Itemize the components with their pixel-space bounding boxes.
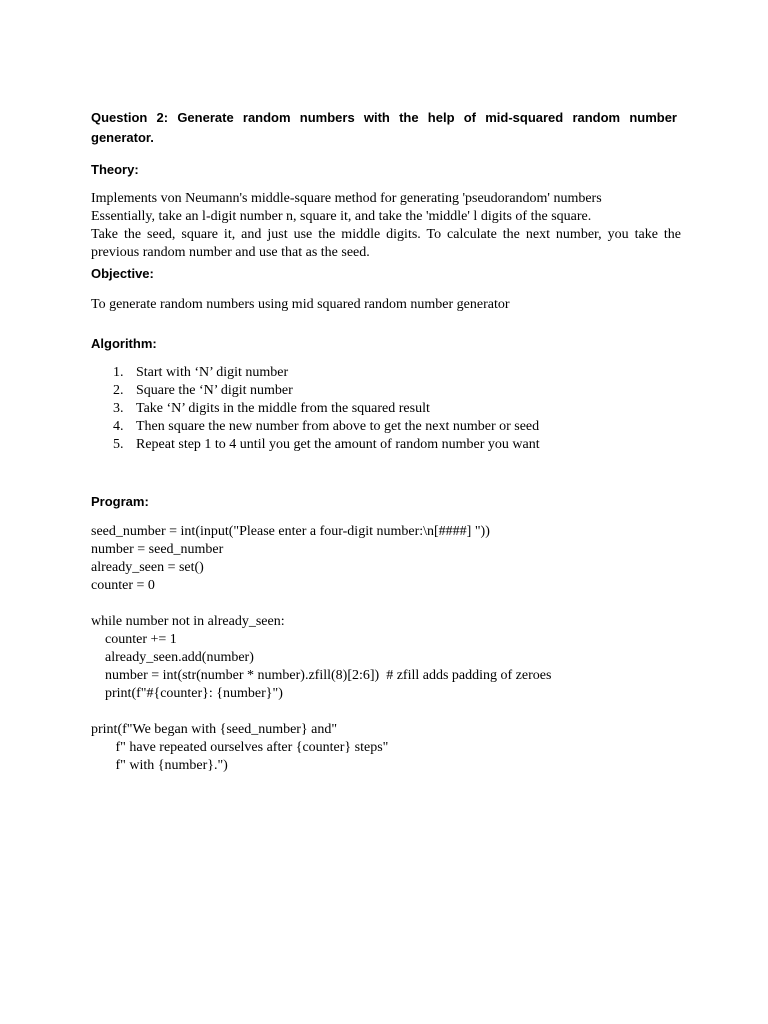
program-heading: Program: — [91, 494, 149, 509]
step-text: Repeat step 1 to 4 until you get the amount of random number you want — [136, 437, 540, 452]
algorithm-heading: Algorithm: — [91, 336, 157, 351]
code-line — [91, 595, 691, 613]
code-line: counter = 0 — [91, 578, 155, 593]
list-item — [91, 400, 681, 418]
step-number: 1. — [113, 365, 124, 380]
step-number: 4. — [113, 419, 124, 434]
code-line: print(f"We began with {seed_number} and" — [91, 722, 338, 737]
list-item — [91, 418, 681, 436]
step-text: Start with ‘N’ digit number — [136, 365, 289, 380]
program-code — [91, 523, 691, 775]
step-text: Then square the new number from above to get the next number or seed — [136, 419, 540, 434]
code-line: already_seen = set() — [91, 560, 204, 575]
theory-line: Implements von Neumann's middle-square method for generating 'pseudorandom' numbers — [91, 191, 602, 206]
code-line: f" with {number}.") — [91, 758, 228, 773]
step-number: 5. — [113, 437, 124, 452]
code-line — [91, 703, 691, 721]
algorithm-steps — [91, 364, 681, 454]
question-title: Question 2: Generate random numbers with the help of mid-squared random number generator. — [91, 110, 677, 145]
objective-text: To generate random numbers using mid squared random number generator — [91, 297, 510, 312]
step-text: Square the ‘N’ digit number — [136, 383, 293, 398]
code-line: already_seen.add(number) — [91, 650, 254, 665]
theory-text — [91, 190, 681, 262]
code-line: f" have repeated ourselves after {counter} steps" — [91, 740, 389, 755]
step-number: 2. — [113, 383, 124, 398]
theory-line: Take the seed, square it, and just use the middle digits. To calculate the next number, you take the previous random number and use that as the seed. — [91, 227, 681, 260]
list-item — [91, 436, 681, 454]
list-item — [91, 382, 681, 400]
code-line: number = seed_number — [91, 542, 224, 557]
step-text: Take ‘N’ digits in the middle from the squared result — [136, 401, 430, 416]
list-item — [91, 364, 681, 382]
code-line: number = int(str(number * number).zfill(8)[2:6]) # zfill adds padding of zeroes — [91, 668, 552, 683]
step-number: 3. — [113, 401, 124, 416]
theory-line: Essentially, take an l-digit number n, square it, and take the 'middle' l digits of the square. — [91, 209, 592, 224]
code-line: counter += 1 — [91, 632, 177, 647]
code-line: seed_number = int(input("Please enter a four-digit number:\n[####] ")) — [91, 524, 490, 539]
code-line: while number not in already_seen: — [91, 614, 285, 629]
objective-heading: Objective: — [91, 266, 154, 281]
theory-heading: Theory: — [91, 162, 139, 177]
code-line: print(f"#{counter}: {number}") — [91, 686, 283, 701]
